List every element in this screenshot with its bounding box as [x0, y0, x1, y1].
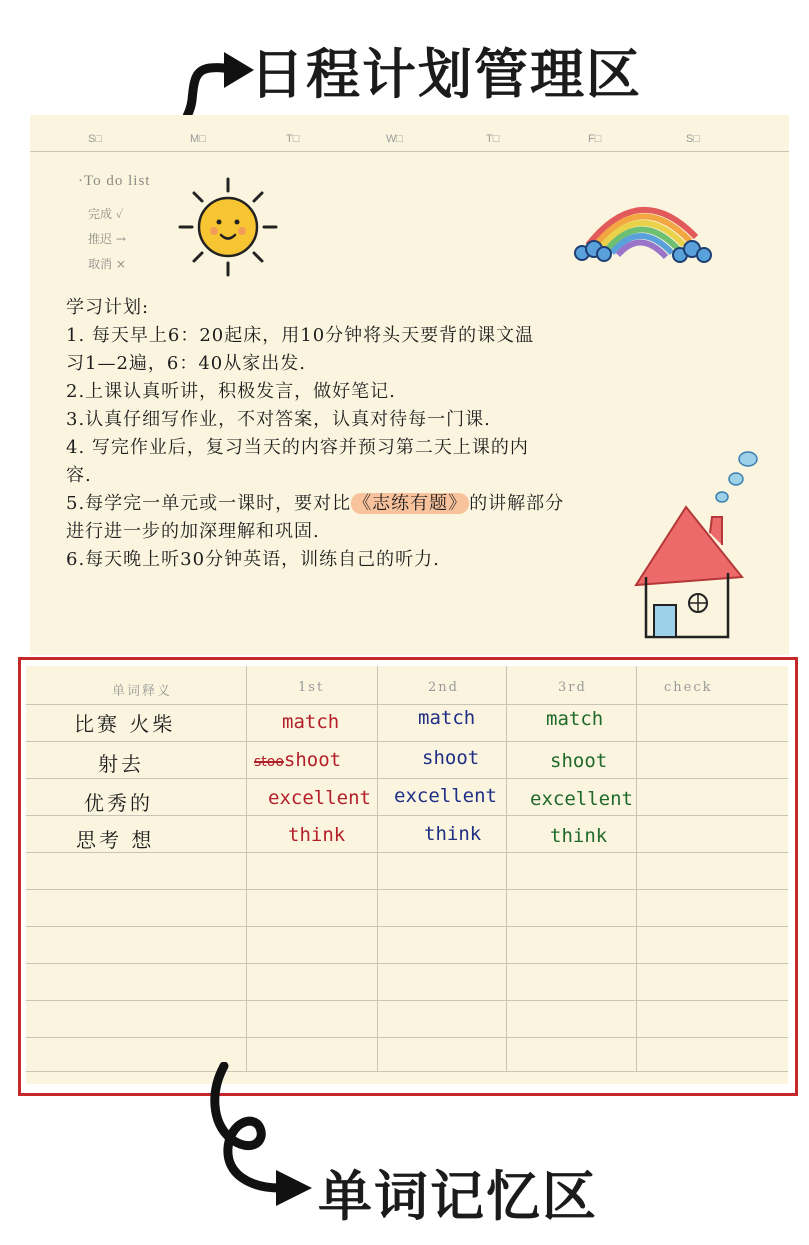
study-plan-line-end: 的讲解部分 — [469, 493, 565, 514]
study-plan-line: 2.上课认真听讲，积极发言，做好笔记. — [66, 381, 396, 402]
row-divider — [26, 704, 788, 705]
study-plan-line: 进行进一步的加深理解和巩固. — [66, 521, 320, 542]
row-divider — [26, 926, 788, 927]
second-attempt: think — [424, 823, 482, 845]
todo-done-legend: 完成 ✓ — [88, 207, 124, 221]
header-third: 3rd — [558, 680, 587, 695]
sun-icon — [176, 175, 280, 279]
row-divider — [26, 1000, 788, 1001]
study-plan-title: 学习计划: — [66, 297, 150, 318]
weekday-tuesday: T□ — [286, 133, 300, 145]
word-meaning: 思考 想 — [76, 828, 155, 852]
third-attempt: think — [550, 825, 608, 847]
header-check: check — [664, 680, 713, 695]
row-divider — [26, 778, 788, 779]
word-meaning: 比赛 火柴 — [74, 712, 176, 736]
todo-list-title: ·To do list — [78, 173, 151, 189]
third-attempt: shoot — [550, 750, 608, 772]
column-divider — [506, 666, 507, 1071]
row-divider — [26, 741, 788, 742]
weekday-divider — [30, 151, 789, 152]
corrected-spelling: shoot — [283, 749, 342, 771]
word-meaning: 射去 — [98, 752, 144, 776]
book-title-highlight: 《志练有题》 — [353, 493, 468, 514]
curly-arrow-icon — [190, 1062, 320, 1212]
row-divider — [26, 963, 788, 964]
weekday-wednesday: W□ — [386, 133, 404, 145]
second-attempt: match — [418, 707, 476, 729]
crossed-out-spelling: stoo — [254, 754, 284, 770]
header-first: 1st — [298, 680, 325, 695]
weekday-sunday: S□ — [88, 133, 102, 145]
vocabulary-table — [26, 666, 788, 1084]
weekday-friday: F□ — [588, 133, 602, 145]
third-attempt: excellent — [530, 788, 633, 810]
todo-postpone-legend: 推迟 → — [88, 232, 126, 246]
column-divider — [246, 666, 247, 1071]
header-meaning: 单词释义 — [112, 684, 173, 699]
house-icon — [626, 445, 766, 645]
first-attempt: match — [282, 711, 340, 733]
study-plan-line: 3.认真仔细写作业，不对答案，认真对待每一门课. — [66, 409, 491, 430]
vocabulary-area-title: 单词记忆区 — [318, 1165, 598, 1228]
study-plan-line: 6.每天晚上听30分钟英语，训练自己的听力. — [66, 549, 440, 570]
word-meaning: 优秀的 — [84, 791, 153, 815]
weekday-thursday: T□ — [486, 133, 500, 145]
study-plan-line: 1. 每天早上6：20起床，用10分钟将头天要背的课文温 — [66, 325, 535, 346]
third-attempt: match — [546, 708, 604, 730]
study-plan-line — [66, 489, 564, 515]
study-plan-line: 容. — [66, 465, 92, 486]
column-divider — [636, 666, 637, 1071]
header-second: 2nd — [428, 680, 459, 695]
row-divider — [26, 1071, 788, 1072]
column-divider — [377, 666, 378, 1071]
second-attempt: excellent — [394, 785, 497, 807]
todo-cancel-legend: 取消 × — [88, 257, 126, 271]
first-attempt: excellent — [268, 787, 371, 809]
row-divider — [26, 889, 788, 890]
first-attempt: think — [288, 824, 346, 846]
study-plan-line-start: 5.每学完一单元或一课时，要对比 — [66, 493, 352, 514]
schedule-area-title: 日程计划管理区 — [250, 43, 642, 106]
study-plan-line: 4. 写完作业后，复习当天的内容并预习第二天上课的内 — [66, 437, 529, 458]
rainbow-icon — [570, 183, 720, 273]
weekday-saturday: S□ — [686, 133, 700, 145]
row-divider — [26, 1037, 788, 1038]
study-plan-line: 习1—2遍，6：40从家出发. — [66, 353, 306, 374]
schedule-page — [30, 115, 789, 655]
weekday-monday: M□ — [190, 133, 206, 145]
second-attempt: shoot — [422, 747, 480, 769]
first-attempt — [254, 749, 341, 771]
